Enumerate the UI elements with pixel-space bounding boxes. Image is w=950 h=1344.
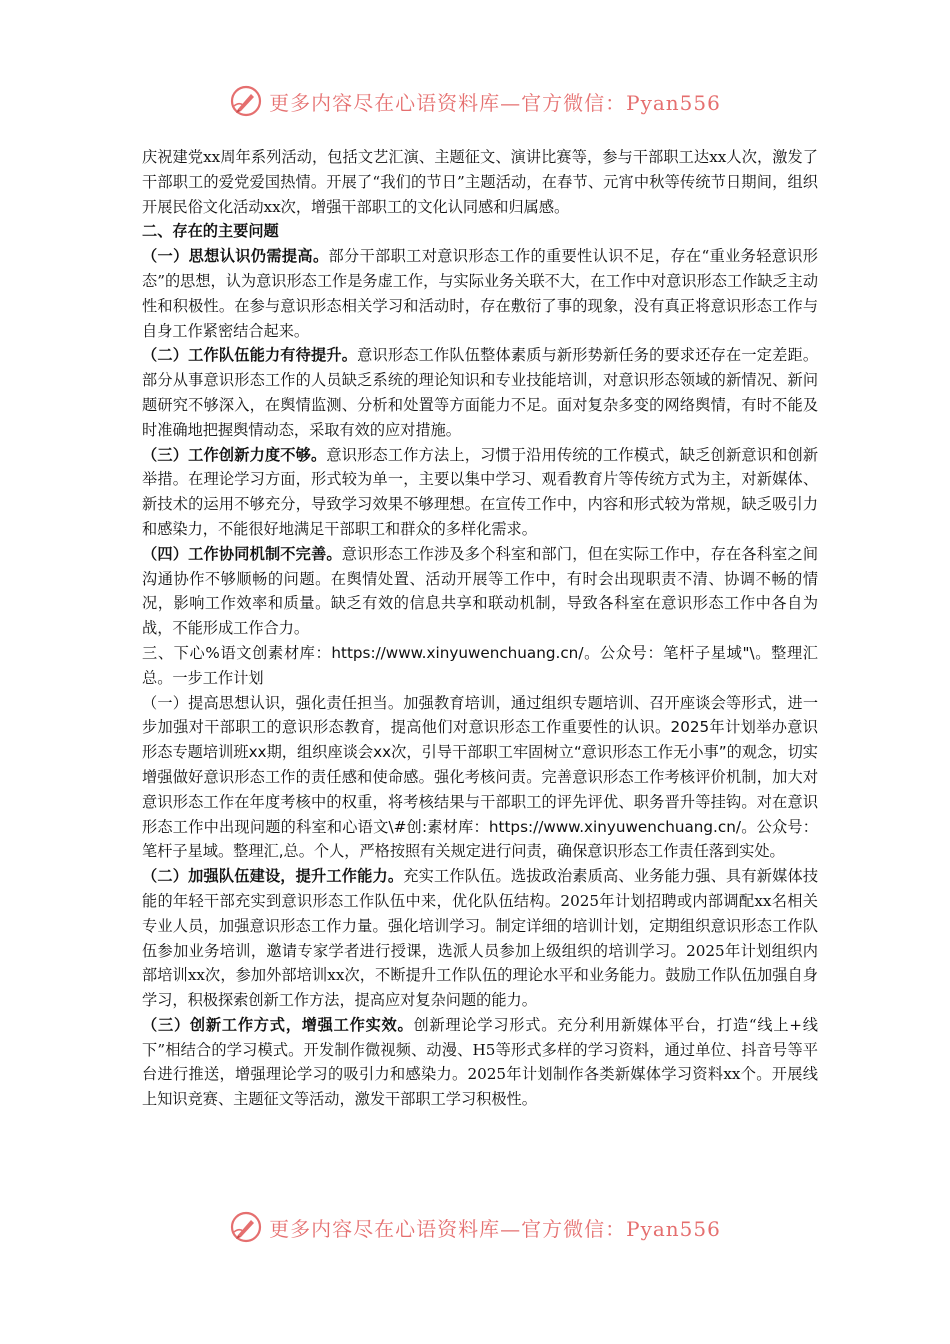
plan-item-2 [142, 864, 818, 1013]
section-heading-problems: 二、存在的主要问题 [142, 222, 279, 241]
plan-title-3: （三）创新工作方式，增强工作实效。 [142, 1015, 414, 1034]
header-watermark-text: 更多内容尽在心语资料库—官方微信：Pyan556 [269, 90, 721, 115]
problem-body-3: 意识形态工作方法上，习惯于沿用传统的工作模式，缺乏创新意识和创新举措。在理论学习方面，形式较为单一，主要以集中学习、观看教育片等传统方式为主，对新媒体、新技术的运用不够充分，导致学习效果不够理想。在宣传工作中，内容和形式较为常规，缺乏吸引力和感染力，不能很好地满足干部职工和群众的多样化需求。 [142, 445, 819, 538]
intro-paragraph: 庆祝建党xx周年系列活动，包括文艺汇演、主题征文、演讲比赛等，参与干部职工达xx人次，激发了干部职工的爱党爱国热情。开展了“我们的节日”主题活动，在春节、元宵中秋等传统节日期间，组织开展民俗文化活动xx次，增强干部职工的文化认同感和归属感。 [142, 148, 818, 216]
plan-body-3: 创新理论学习形式。充分利用新媒体平台，打造“线上+线下”相结合的学习模式。开发制作微视频、动漫、H5等形式多样的学习资料，通过单位、抖音号等平台进行推送，增强理论学习的吸引力和感染力。2025年计划制作各类新媒体学习资料xx个。开展线上知识竞赛、主题征文等活动，激发干部职工学习积极性。 [142, 1015, 818, 1109]
problem-body-2: 意识形态工作队伍整体素质与新形势新任务的要求还存在一定差距。部分从事意识形态工作的人员缺乏系统的理论知识和专业技能培训，对意识形态领域的新情况、新问题研究不够深入，在舆情监测、分析和处置等方面能力不足。面对复杂多变的网络舆情，有时不能及时准确地把握舆情动态，采取有效的应对措施。 [142, 346, 819, 439]
problem-title-4: （四）工作协同机制不完善。 [142, 544, 342, 563]
pen-circle-icon [229, 84, 263, 118]
problem-body-1: 部分干部职工对意识形态工作的重要性认识不足，存在“重业务轻意识形态”的思想，认为意识形态工作是务虚工作，与实际业务关联不大，在工作中对意识形态工作缺乏主动性和积极性。在参与意识形态相关学习和活动时，存在敷衍了事的现象，没有真正将意识形态工作与自身工作紧密结合起来。 [142, 247, 819, 340]
problem-item-4 [142, 542, 818, 641]
section-heading-plan: 三、下心%语文创素材库：https://www.xinyuwenchuang.cn/。公众号：笔杆子星域"\。整理汇总。一步工作计划 [142, 643, 818, 687]
plan-item-3 [142, 1013, 818, 1112]
problem-title-2: （二）工作队伍能力有待提升。 [142, 346, 358, 365]
problem-item-3 [142, 443, 818, 542]
problem-title-1: （一）思想认识仍需提高。 [142, 247, 329, 266]
pen-circle-icon [229, 1210, 263, 1244]
problem-item-2 [142, 343, 818, 442]
problem-body-4: 意识形态工作涉及多个科室和部门，但在实际工作中，存在各科室之间沟通协作不够顺畅的问题。在舆情处置、活动开展等工作中，有时会出现职责不清、协调不畅的情况，影响工作效率和质量。缺乏有效的信息共享和联动机制，导致各科室在意识形态工作中各自为战，不能形成工作合力。 [142, 544, 819, 638]
plan-title-2: （二）加强队伍建设，提升工作能力。 [142, 867, 404, 886]
plan-item-1: （一）提高思想认识，强化责任担当。加强教育培训，通过组织专题培训、召开座谈会等形式，进一步加强对干部职工的意识形态教育，提高他们对意识形态工作重要性的认识。2025年计划举办意识形态专题培训班xx期，组织座谈会xx次，引导干部职工牢固树立“意识形态工作无小事”的观念，切实增强做好意识形态工作的责任感和使命感。强化考核问责。完善意识形态工作考核评价机制，加大对意识形态工作在年度考核中的权重，将考核结果与干部职工的评先评优、职务晋升等挂钩。对在意识形态工作中出现问题的科室和心语文\#创:素材库：https://www.xinyuwenchuang.cn/。公众号：笔杆子星域。整理汇,总。个人，严格按照有关规定进行问责，确保意识形态工作责任落到实处。 [142, 693, 818, 861]
footer-watermark-banner [0, 1210, 950, 1244]
header-watermark-banner [0, 84, 950, 118]
document-body [142, 145, 818, 1112]
problem-title-3: （三）工作创新力度不够。 [142, 445, 327, 464]
footer-watermark-text: 更多内容尽在心语资料库—官方微信：Pyan556 [269, 1216, 721, 1241]
plan-body-2: 充实工作队伍。选拔政治素质高、业务能力强、具有新媒体技能的年轻干部充实到意识形态工作队伍中来，优化队伍结构。2025年计划招聘或内部调配xx名相关专业人员，加强意识形态工作力量。强化培训学习。制定详细的培训计划，定期组织意识形态工作队伍参加业务培训，邀请专家学者进行授课，选派人员参加上级组织的培训学习。2025年计划组织内部培训xx次，参加外部培训xx次，不断提升工作队伍的理论水平和业务能力。鼓励工作队伍加强自身学习，积极探索创新工作方法，提高应对复杂问题的能力。 [142, 867, 819, 1010]
problem-item-1 [142, 244, 818, 343]
